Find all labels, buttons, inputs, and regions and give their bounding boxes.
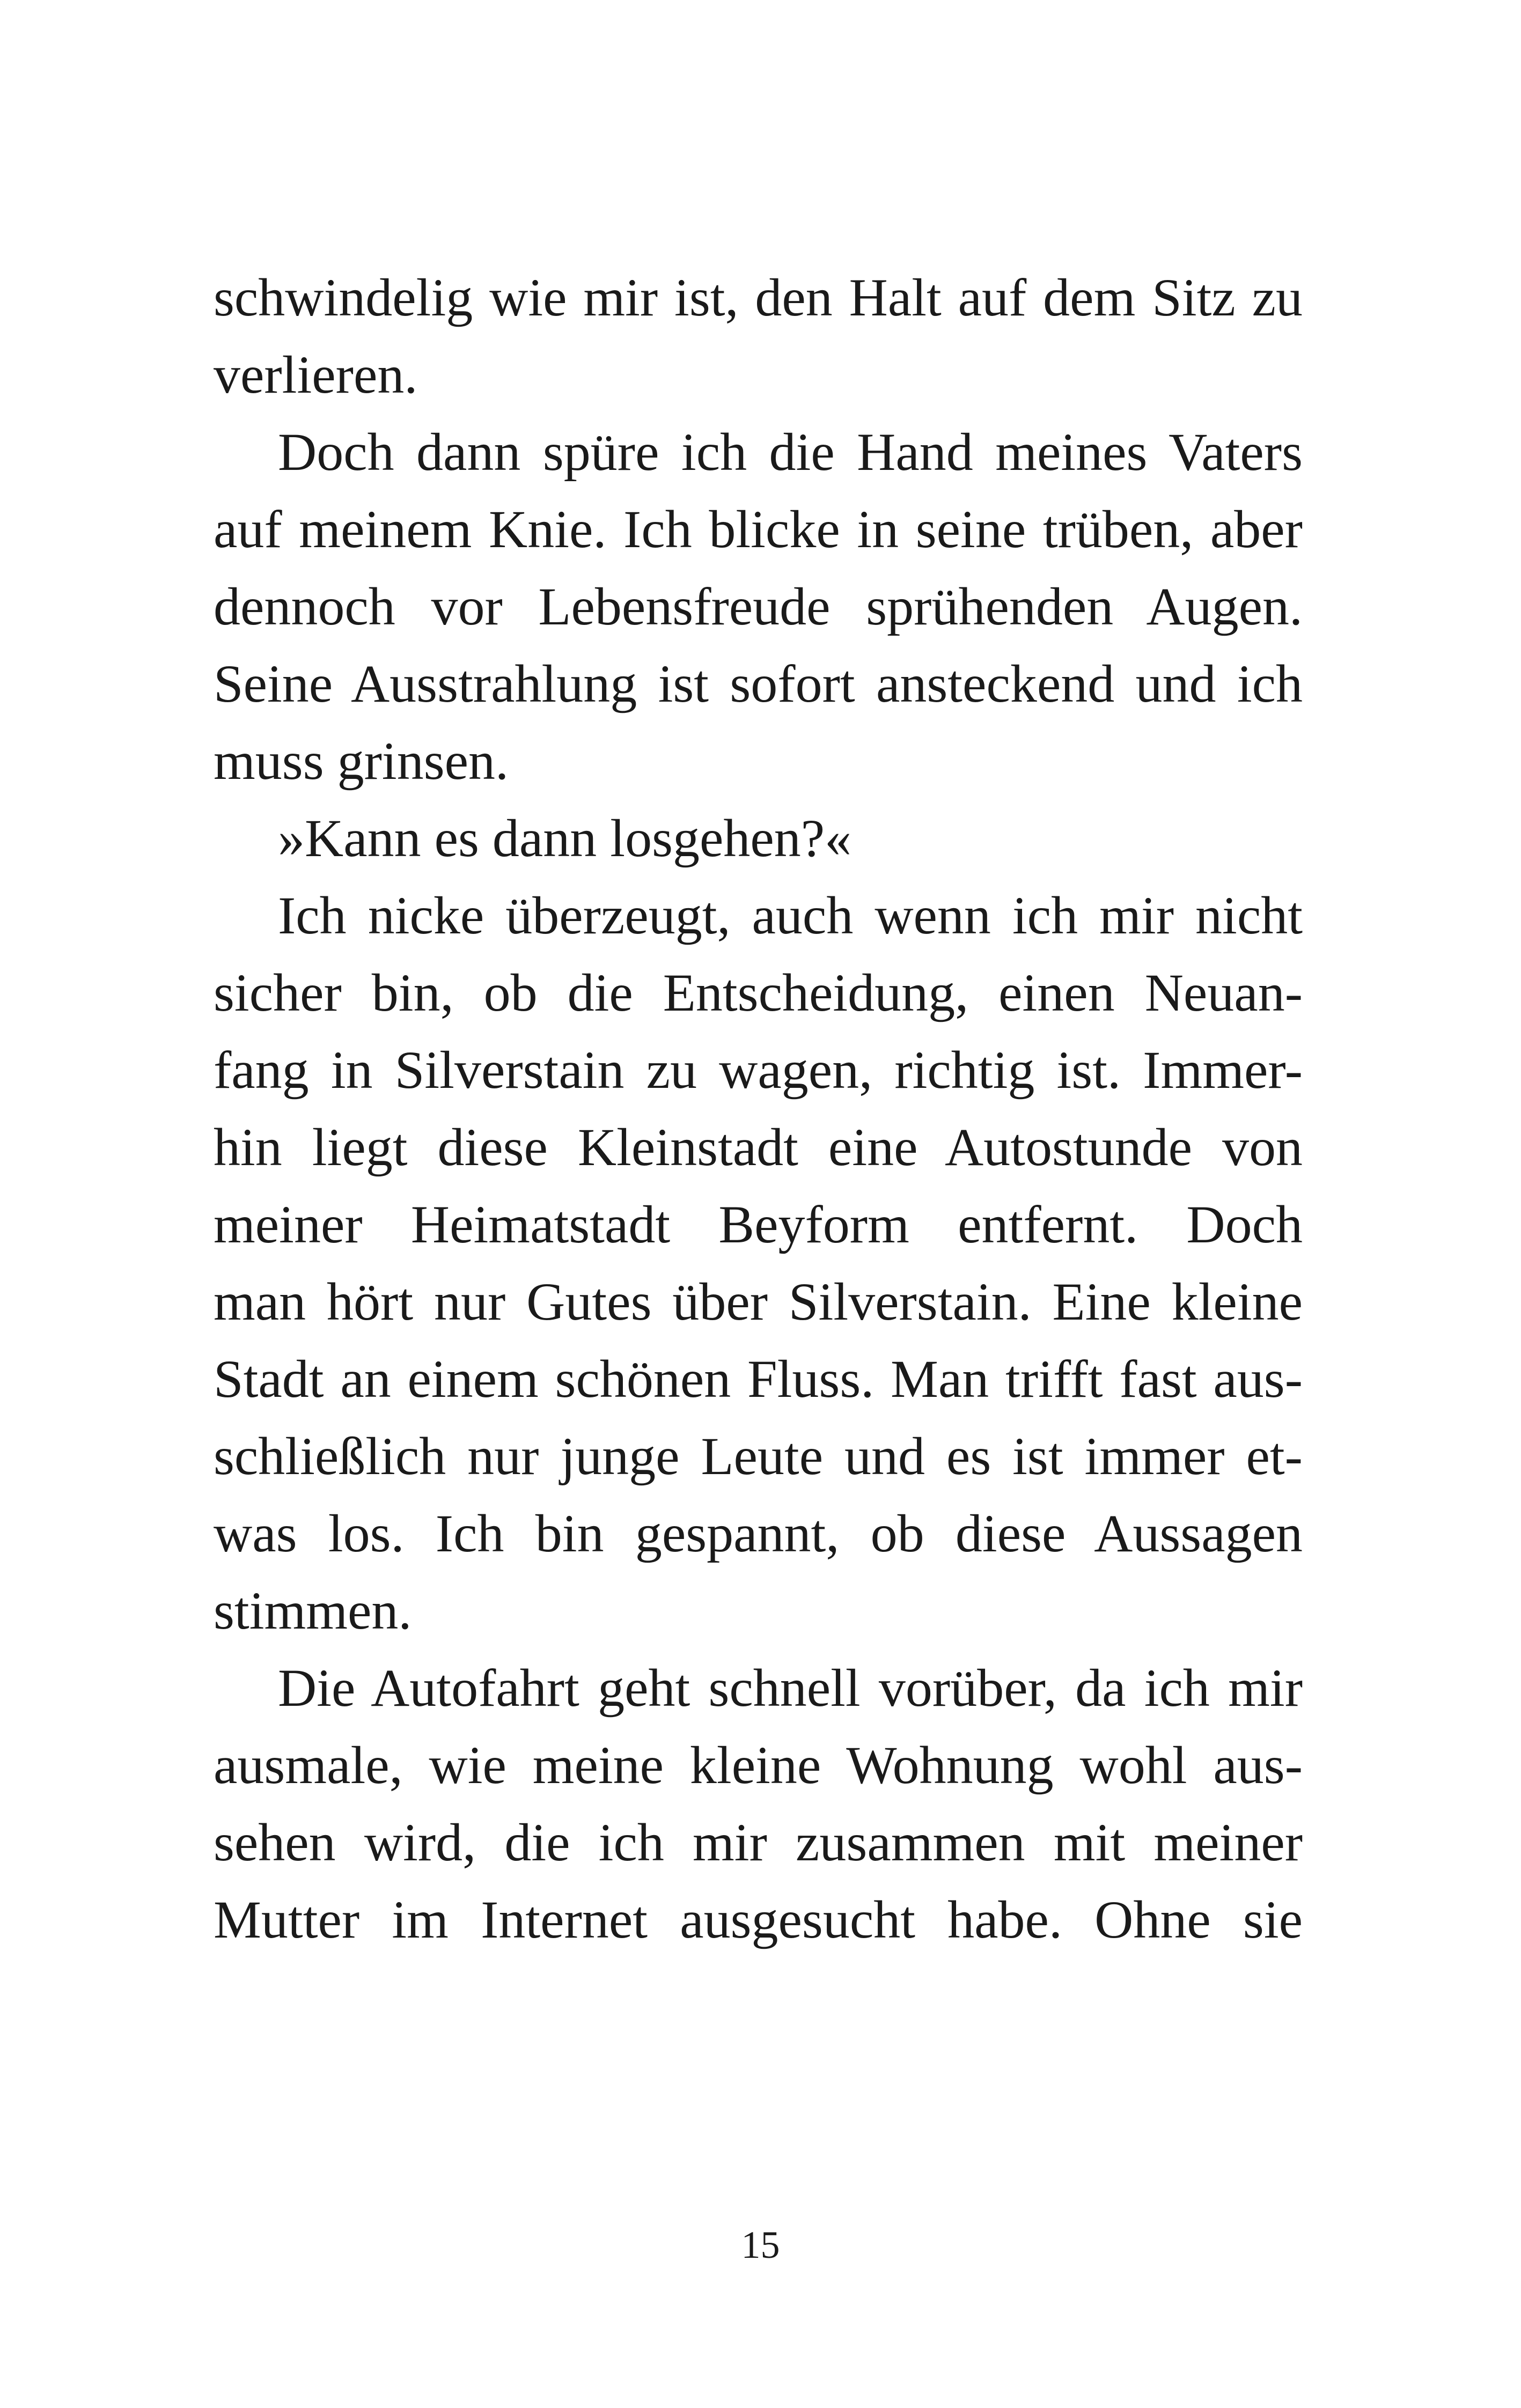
text-line: hin liegt diese Kleinstadt eine Autostunde von [214,1117,1303,1177]
text-line: muss grinsen. [214,731,509,791]
text-line: was los. Ich bin gespannt, ob diese Aussagen [214,1504,1303,1563]
text-line: Ich nicke überzeugt, auch wenn ich mir nicht [278,886,1303,945]
text-line: schwindelig wie mir ist, den Halt auf dem Sitz zu [214,268,1303,327]
text-line: Doch dann spüre ich die Hand meines Vaters [278,422,1303,482]
text-line: dennoch vor Lebensfreude sprühenden Augen. [214,577,1303,636]
text-line: stimmen. [214,1581,412,1640]
text-line: meiner Heimatstadt Beyform entfernt. Doch [214,1195,1303,1254]
text-line: sehen wird, die ich mir zusammen mit meiner [214,1813,1303,1872]
text-line: auf meinem Knie. Ich blicke in seine trüben, aber [214,499,1303,559]
text-line: ausmale, wie meine kleine Wohnung wohl aus- [214,1735,1303,1795]
text-line: man hört nur Gutes über Silverstain. Eine kleine [214,1272,1303,1331]
text-line: schließlich nur junge Leute und es ist immer et- [214,1426,1303,1486]
text-line: Seine Ausstrahlung ist sofort ansteckend und ich [214,654,1303,713]
text-line: »Kann es dann losgehen?« [278,808,852,868]
text-line: sicher bin, ob die Entscheidung, einen Neuan- [214,963,1303,1022]
text-line: fang in Silverstain zu wagen, richtig ist. Immer- [214,1040,1303,1100]
text-line: Mutter im Internet ausgesucht habe. Ohne sie [214,1890,1303,1949]
text-line: verlieren. [214,345,418,404]
text-line: Stadt an einem schönen Fluss. Man trifft fast aus- [214,1349,1303,1409]
page-number: 15 [741,2223,780,2266]
text-line: Die Autofahrt geht schnell vorüber, da ich mir [278,1658,1303,1718]
